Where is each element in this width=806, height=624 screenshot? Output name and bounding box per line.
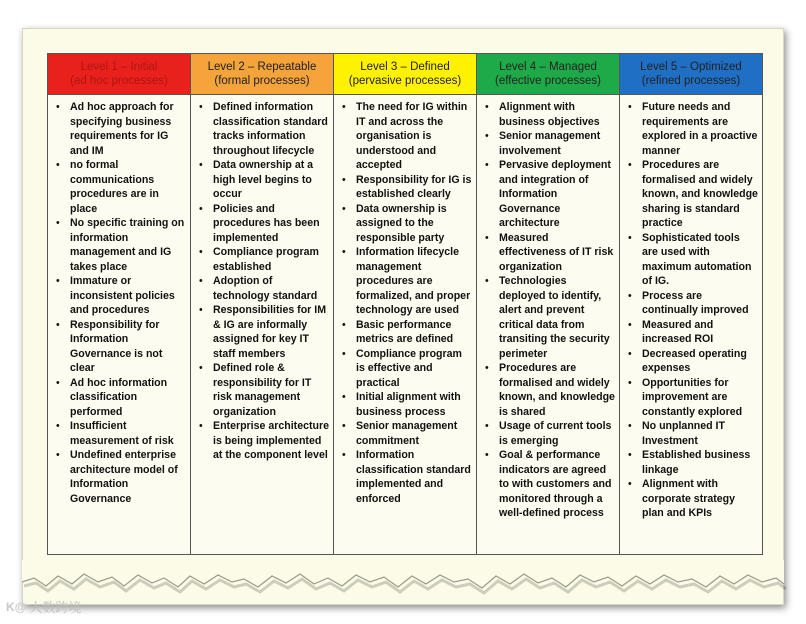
list-item: • Responsibility for IG is established clearly bbox=[356, 173, 472, 202]
list-item: • no formal communications procedures are in place bbox=[70, 158, 186, 216]
list-item: • Defined information classification standard tracks information throughout lifecycle bbox=[213, 100, 329, 158]
list-item: • Responsibility for Information Governance is not clear bbox=[70, 318, 186, 376]
level-header-3 bbox=[334, 54, 476, 95]
level-title: Level 5 – Optimized bbox=[640, 61, 742, 73]
level-body-4 bbox=[477, 95, 619, 521]
list-item: • Information classification standard implemented and enforced bbox=[356, 448, 472, 506]
level-title: Level 3 – Defined bbox=[360, 61, 450, 73]
level-header-5 bbox=[620, 54, 762, 95]
level-header-2 bbox=[191, 54, 333, 95]
level-body-2 bbox=[191, 95, 333, 463]
list-item: • Data ownership is assigned to the responsible party bbox=[356, 202, 472, 246]
list-item: • Enterprise architecture is being implemented at the component level bbox=[213, 419, 329, 463]
maturity-model-table bbox=[47, 53, 763, 555]
list-item: • Policies and procedures has been implemented bbox=[213, 202, 329, 246]
level-title: Level 1 – Initial bbox=[80, 61, 158, 73]
level-subtitle: (refined processes) bbox=[641, 75, 741, 87]
list-item: • Ad hoc information classification performed bbox=[70, 376, 186, 420]
level-column-3 bbox=[334, 54, 477, 554]
list-item: • Sophisticated tools are used with maximum automation of IG. bbox=[642, 231, 758, 289]
characteristics-list bbox=[52, 100, 186, 506]
level-title: Level 2 – Repeatable bbox=[207, 61, 317, 73]
list-item: • Measured and increased ROI bbox=[642, 318, 758, 347]
list-item: • Undefined enterprise architecture model of Information Governance bbox=[70, 448, 186, 506]
level-header-1 bbox=[48, 54, 190, 95]
list-item: • Compliance program established bbox=[213, 245, 329, 274]
level-body-1 bbox=[48, 95, 190, 506]
characteristics-list bbox=[338, 100, 472, 506]
list-item: • Procedures are formalised and widely known, and knowledge sharing is standard practice bbox=[642, 158, 758, 231]
level-subtitle: (pervasive processes) bbox=[348, 75, 462, 87]
characteristics-list bbox=[481, 100, 615, 521]
level-column-4 bbox=[477, 54, 620, 554]
list-item: • Usage of current tools is emerging bbox=[499, 419, 615, 448]
list-item: • No specific training on information management and IG takes place bbox=[70, 216, 186, 274]
list-item: • Measured effectiveness of IT risk organization bbox=[499, 231, 615, 275]
list-item: • Alignment with corporate strategy plan and KPIs bbox=[642, 477, 758, 521]
list-item: • Initial alignment with business process bbox=[356, 390, 472, 419]
watermark-text: 大数跨境 bbox=[29, 600, 82, 615]
list-item: • The need for IG within IT and across the organisation is understood and accepted bbox=[356, 100, 472, 173]
list-item: • Future needs and requirements are explored in a proactive manner bbox=[642, 100, 758, 158]
list-item: • Senior management commitment bbox=[356, 419, 472, 448]
level-column-1 bbox=[48, 54, 191, 554]
list-item: • Decreased operating expenses bbox=[642, 347, 758, 376]
level-body-5 bbox=[620, 95, 762, 521]
list-item: • Immature or inconsistent policies and procedures bbox=[70, 274, 186, 318]
list-item: • Insufficient measurement of risk bbox=[70, 419, 186, 448]
torn-paper-edge bbox=[14, 560, 794, 620]
list-item: • Established business linkage bbox=[642, 448, 758, 477]
characteristics-list bbox=[624, 100, 758, 521]
list-item: • Opportunities for improvement are constantly explored bbox=[642, 376, 758, 420]
list-item: • Procedures are formalised and widely known, and knowledge is shared bbox=[499, 361, 615, 419]
list-item: • Information lifecycle management procedures are formalized, and proper technology are used bbox=[356, 245, 472, 318]
list-item: • Defined role & responsibility for IT risk management organization bbox=[213, 361, 329, 419]
list-item: • Responsibilities for IM & IG are informally assigned for key IT staff members bbox=[213, 303, 329, 361]
list-item: • Pervasive deployment and integration of Information Governance architecture bbox=[499, 158, 615, 231]
list-item: • Data ownership at a high level begins to occur bbox=[213, 158, 329, 202]
list-item: • Process are continually improved bbox=[642, 289, 758, 318]
list-item: • Adoption of technology standard bbox=[213, 274, 329, 303]
list-item: • Basic performance metrics are defined bbox=[356, 318, 472, 347]
list-item: • Goal & performance indicators are agreed to with customers and monitored through a well-defined process bbox=[499, 448, 615, 521]
level-subtitle: (ad hoc processes) bbox=[70, 75, 168, 87]
list-item: • Ad hoc approach for specifying business requirements for IG and IM bbox=[70, 100, 186, 158]
watermark bbox=[6, 597, 81, 616]
level-subtitle: (formal processes) bbox=[214, 75, 310, 87]
level-body-3 bbox=[334, 95, 476, 506]
watermark-logo: K@ bbox=[6, 599, 27, 614]
list-item: • Compliance program is effective and practical bbox=[356, 347, 472, 391]
level-header-4 bbox=[477, 54, 619, 95]
level-column-5 bbox=[620, 54, 762, 554]
list-item: • No unplanned IT Investment bbox=[642, 419, 758, 448]
list-item: • Alignment with business objectives bbox=[499, 100, 615, 129]
level-title: Level 4 – Managed bbox=[499, 61, 597, 73]
level-column-2 bbox=[191, 54, 334, 554]
level-subtitle: (effective processes) bbox=[495, 75, 601, 87]
characteristics-list bbox=[195, 100, 329, 463]
list-item: • Senior management involvement bbox=[499, 129, 615, 158]
list-item: • Technologies deployed to identify, alert and prevent critical data from transiting the security perimeter bbox=[499, 274, 615, 361]
